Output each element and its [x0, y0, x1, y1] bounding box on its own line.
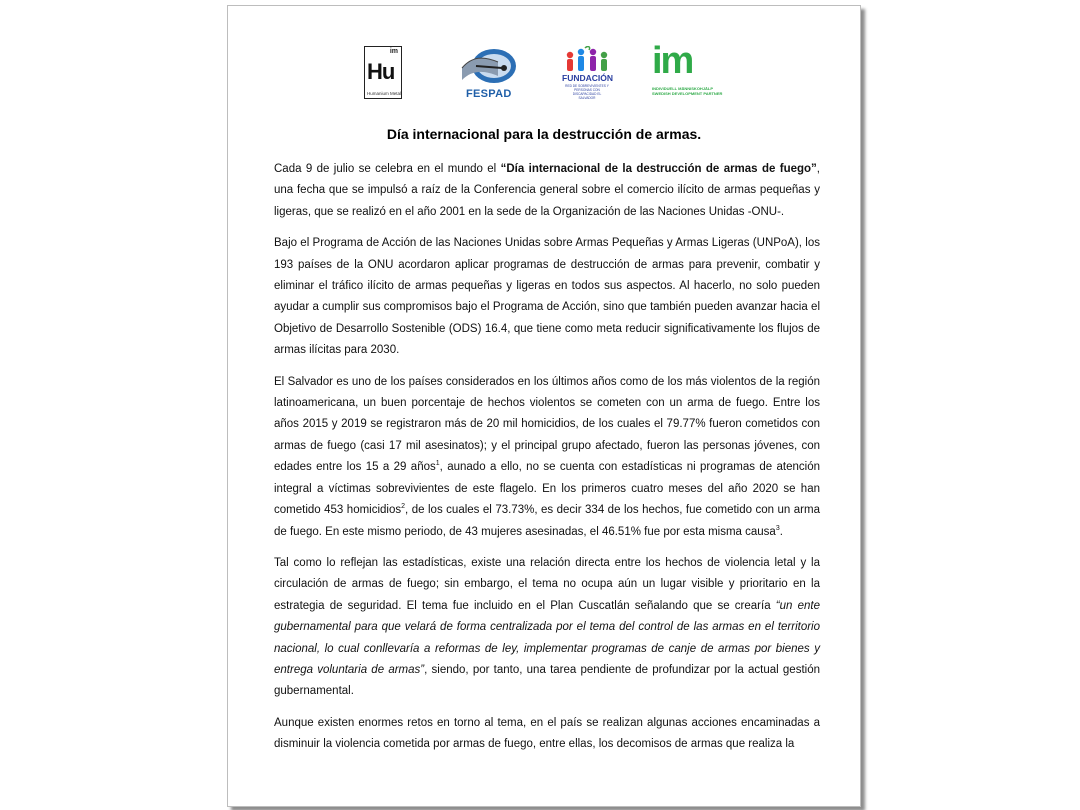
p3-text-d: . [779, 525, 783, 538]
humanium-metal-logo [364, 46, 402, 99]
p4-text-c: , siendo, por tanto, una tarea pendiente de profundizar por la actual gestión gubernamental. [274, 663, 820, 698]
fundacion-logo-sub: RED DE SOBREVIVIENTES Y PERSONAS CON DISCAPACIDAD EL SALVADOR [565, 84, 609, 100]
paragraph-4 [274, 553, 820, 703]
paragraph-2: Bajo el Programa de Acción de las Naciones Unidas sobre Armas Pequeñas y Armas Ligeras (UNPoA), los 193 países de la ONU acordaron aplicar programas de destrucción de armas para prevenir, combatir y eliminar el tráfico ilícito de armas pequeñas y ligeras en todos sus aspectos. Al hacerlo, no solo pueden ayudar a cumplir sus compromisos bajo el Programa de Acción, sino que también pueden avanzar hacia el Objetivo de Desarrollo Sostenible (ODS) 16.4, que tiene como meta reducir significativamente los flujos de armas ilícitas para 2030. [274, 237, 820, 357]
fundacion-logo [562, 46, 612, 102]
paragraph-5: Aunque existen enormes retos en torno al tema, en el país se realizan algunas acciones encaminadas a disminuir la violencia cometida por armas de fuego, entre ellas, los decomisos de armas que realiza la [274, 716, 820, 751]
fespad-emblem-icon [458, 46, 520, 88]
humanium-logo-sup: im [389, 48, 398, 55]
footnote-ref-1[interactable]: 1 [435, 460, 440, 468]
partner-logos [228, 40, 860, 106]
document-body [274, 159, 820, 766]
footnote-ref-3[interactable]: 3 [775, 524, 780, 532]
im-logo-sub1: INDIVIDUELL MÄNNISKOHJÄLP [652, 86, 714, 91]
p3-text-c: , de los cuales el 73.73%, es decir 334 de los hechos, fue cometido con un arma de fuego. En este mismo periodo, de 43 mujeres asesinadas, el 46.51% fue por esta misma causa [274, 504, 820, 538]
im-logo-sub [652, 86, 722, 96]
people-group-icon [562, 46, 612, 74]
p3-text-a: El Salvador es uno de los países considerados en los últimos años como de los más violentos de la región latinoamericana, un buen porcentaje de hechos violentos se cometen con un arma de fuego. Entre los años 2015 y 2019 se registraron más de 20 mil homicidios, de los cuales el 79.77% fueron cometidos con armas de fuego (casi 17 mil asesinatos); y el principal grupo afectado, fueron las personas jóvenes, con edades entre los 15 a 29 años [274, 375, 820, 474]
p1-text-a: Cada 9 de julio se celebra en el mundo el [274, 163, 501, 175]
im-logo [652, 40, 726, 100]
humanium-logo-main: Hu [367, 59, 395, 84]
im-logo-sub2: SWEDISH DEVELOPMENT PARTNER [652, 91, 723, 96]
paragraph-1 [274, 159, 820, 223]
footnote-ref-2[interactable]: 2 [401, 503, 406, 511]
p3-text-b: , aunado a ello, no se cuenta con estadísticas ni programas de atención integral a víctimas sobrevivientes de este flagelo. En los primeros cuatro meses del año 2020 se han cometido 453 homicidios [274, 461, 820, 517]
p1-text-c: , una fecha que se impulsó a raíz de la Conferencia general sobre el comercio ilícito de armas pequeñas y ligeras, que se realizó en el año 2001 en la sede de la Organización de las Naciones Unidas -ONU-. [274, 163, 820, 218]
fespad-logo [458, 46, 520, 100]
p4-quote: “un ente gubernamental para que velará de forma centralizada por el tema del control de las armas en el territorio nacional, lo cual conllevaría a reformas de ley, implementar programas de canje de armas por bienes y entrega voluntaria de armas” [274, 599, 820, 676]
im-logo-text: im [652, 40, 693, 82]
document-title: Día internacional para la destrucción de armas. [386, 126, 702, 142]
fundacion-logo-text: FUNDACIÓN [562, 73, 613, 83]
humanium-logo-sub: Humanium Metal [367, 91, 402, 96]
p1-bold-title: “Día internacional de la destrucción de armas de fuego” [500, 163, 817, 175]
document-page [227, 5, 861, 807]
fespad-logo-text: FESPAD [466, 88, 512, 100]
p4-text-a: Tal como lo reflejan las estadísticas, existe una relación directa entre los hechos de violencia letal y la circulación de armas de fuego; sin embargo, el tema no ocupa aún un lugar visible y prioritario en la estrategia de seguridad. El tema fue incluido en el Plan Cuscatlán señalando que se crearía [274, 556, 820, 612]
paragraph-3 [274, 372, 820, 543]
